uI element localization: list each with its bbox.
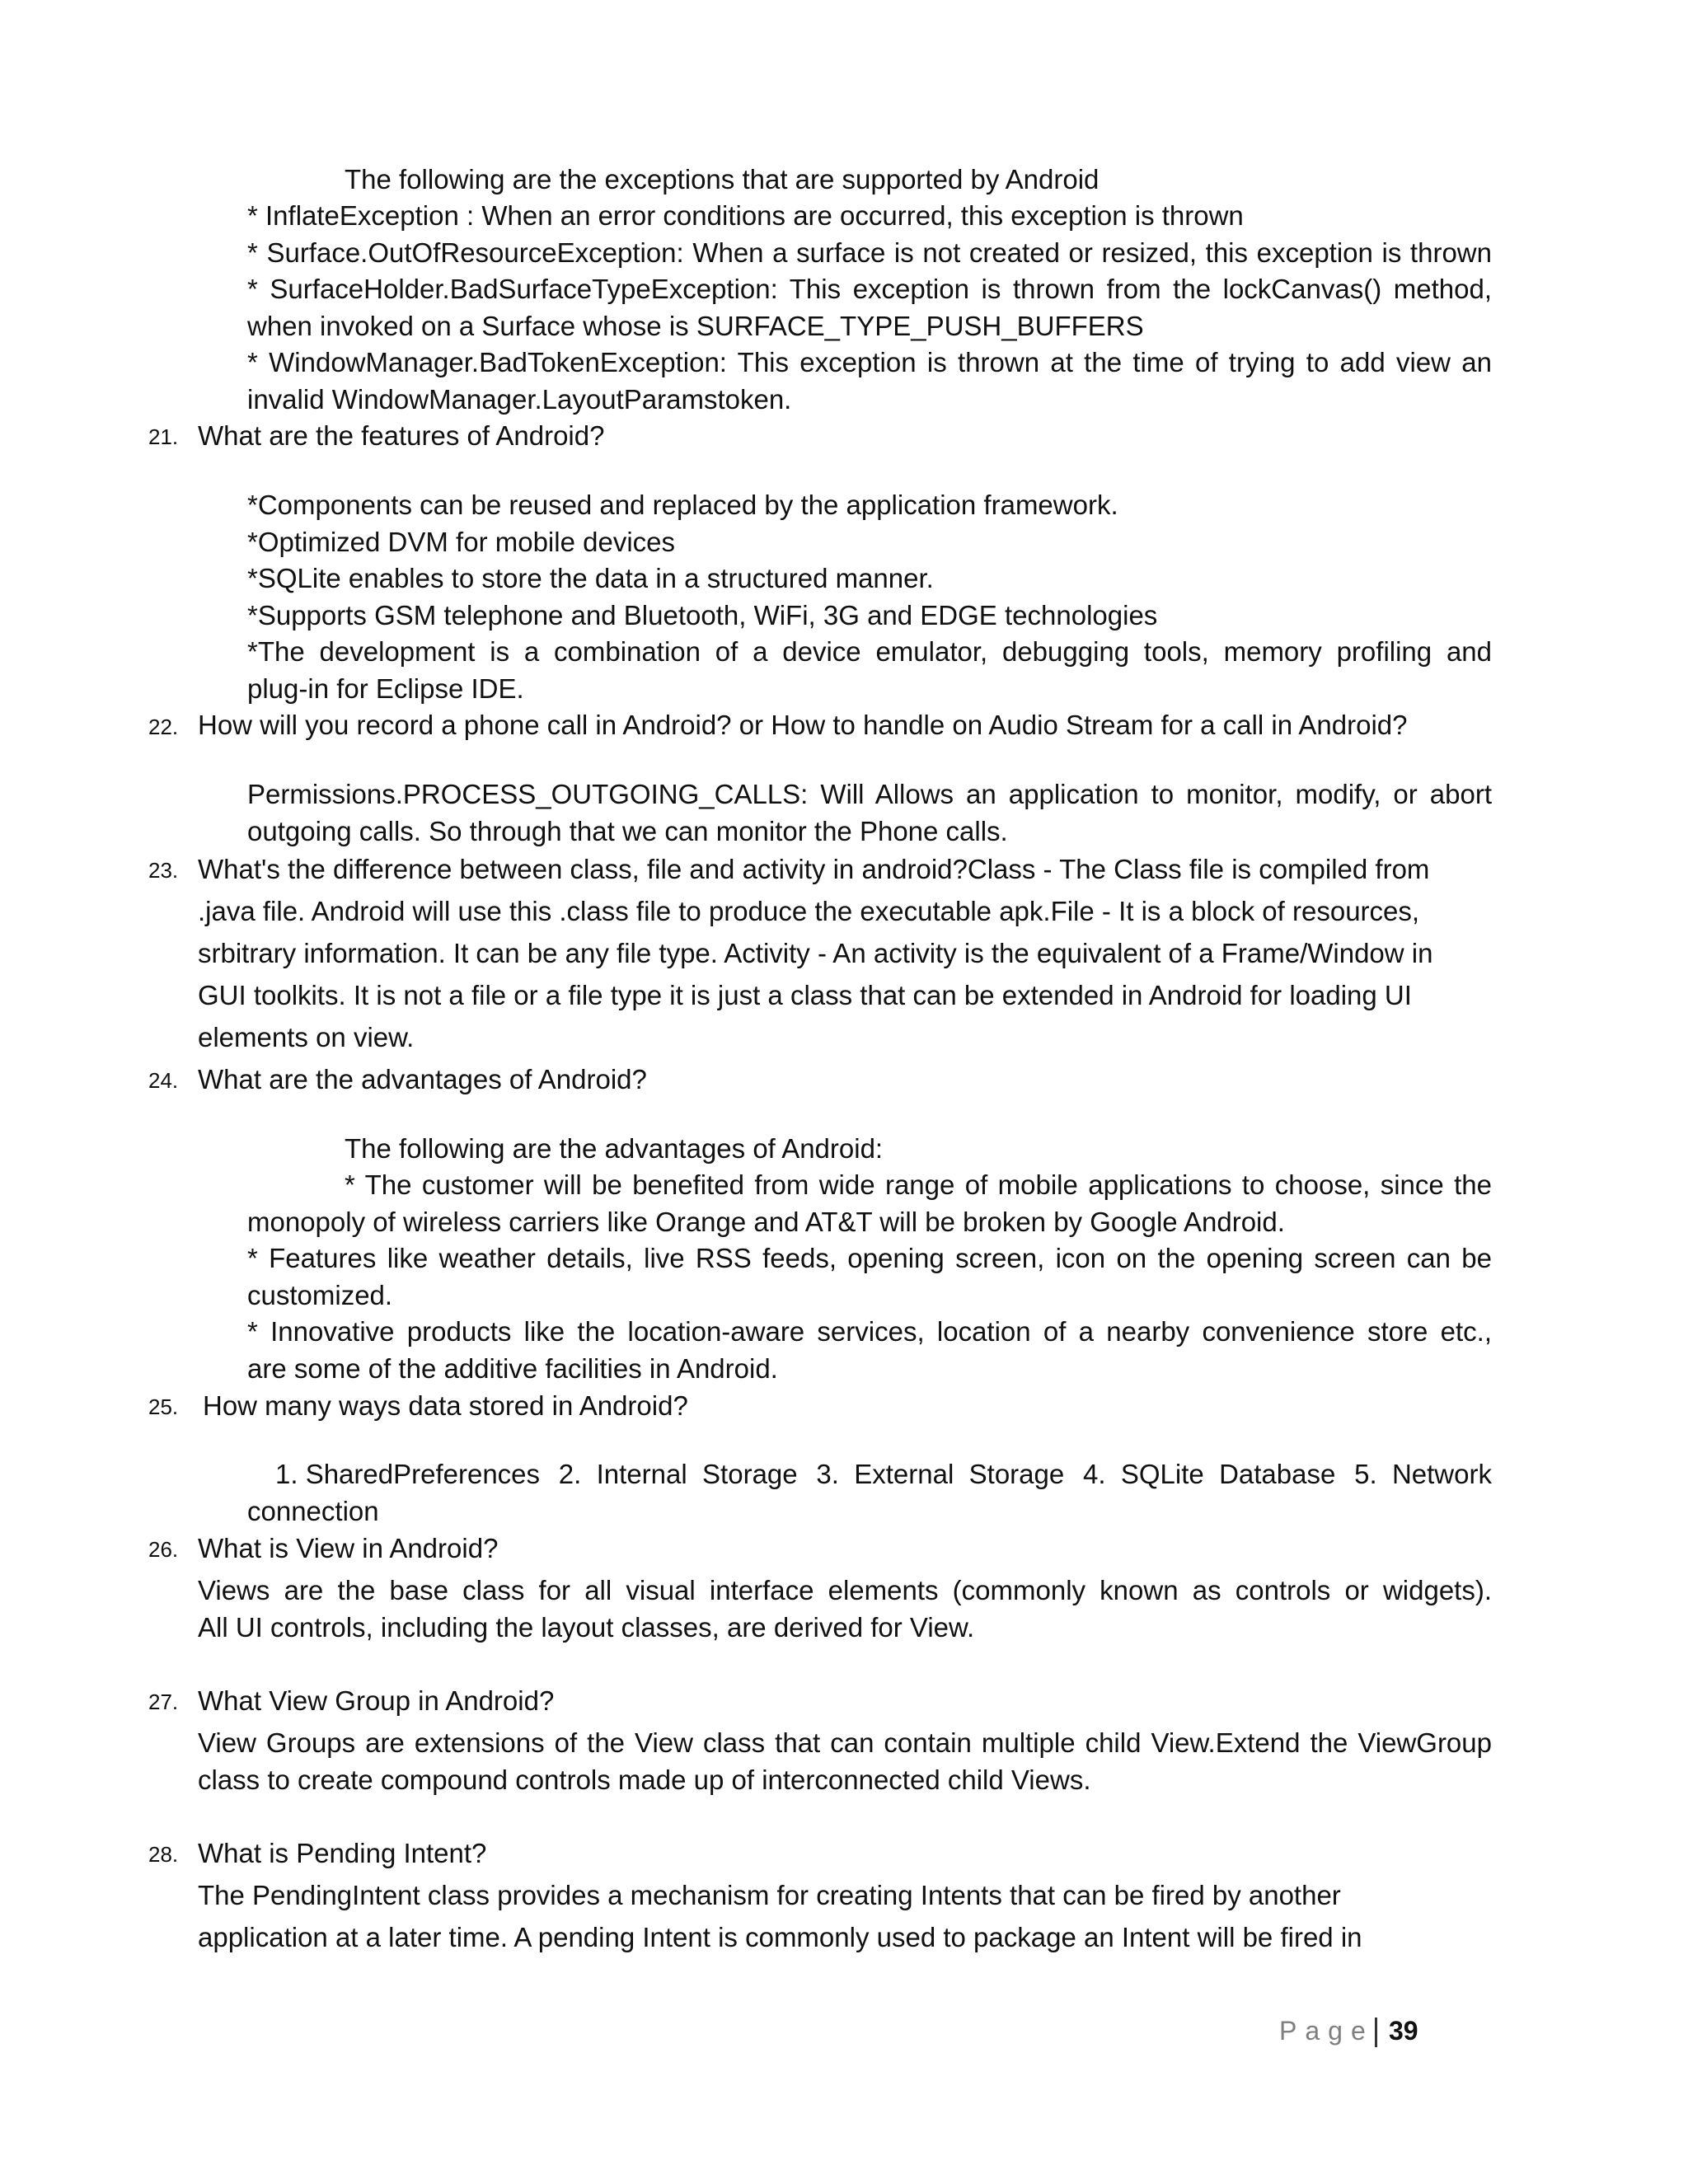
question-number: 21. — [148, 424, 179, 449]
body-line: *SQLite enables to store the data in a structured manner. — [247, 563, 934, 593]
body-line: elements on view. — [198, 1022, 415, 1052]
body-line: *The development is a combination of a device emulator, debugging tools, memory profiling and — [247, 636, 1492, 667]
body-line: Permissions.PROCESS_OUTGOING_CALLS: Will Allows an application to monitor, modify, or abort — [247, 779, 1492, 809]
question-heading: How many ways data stored in Android? — [203, 1390, 688, 1421]
question-heading: How will you record a phone call in Android? or How to handle on Audio Stream for a call in Android? — [198, 710, 1408, 740]
question-heading: What are the features of Android? — [198, 420, 605, 451]
body-line: * The customer will be benefited from wide range of mobile applications to choose, since the — [345, 1169, 1492, 1200]
question-heading: What is View in Android? — [198, 1533, 499, 1563]
body-line: * Surface.OutOfResourceException: When a surface is not created or resized, this exception is thrown — [247, 237, 1492, 268]
body-line: class to create compound controls made up of interconnected child Views. — [198, 1765, 1091, 1795]
footer-divider — [1375, 2018, 1377, 2047]
exceptions-intro: The following are the exceptions that are supported by Android — [345, 164, 1100, 194]
body-line: * InflateException : When an error conditions are occurred, this exception is thrown — [247, 200, 1244, 231]
footer-page-label: Page — [1279, 2016, 1374, 2046]
body-line: when invoked on a Surface whose is SURFACE_TYPE_PUSH_BUFFERS — [247, 311, 1144, 341]
body-line: are some of the additive facilities in Android. — [247, 1353, 778, 1384]
question-heading: What View Group in Android? — [198, 1685, 555, 1716]
body-line: outgoing calls. So through that we can monitor the Phone calls. — [247, 816, 1008, 846]
question-number: 26. — [148, 1537, 179, 1562]
list-item: 1. SharedPreferences — [275, 1459, 541, 1489]
question-number: 25. — [148, 1394, 179, 1419]
body-line: customized. — [247, 1280, 393, 1310]
body-line: *Components can be reused and replaced by the application framework. — [247, 490, 1118, 520]
list-item: 5. Network — [1354, 1459, 1492, 1489]
body-line: *Supports GSM telephone and Bluetooth, WiFi, 3G and EDGE technologies — [247, 600, 1158, 630]
storage-options-list — [275, 1456, 1492, 1493]
advantages-intro: The following are the advantages of Android: — [345, 1133, 884, 1164]
list-item: 3. External Storage — [816, 1459, 1065, 1489]
body-line: plug-in for Eclipse IDE. — [247, 673, 524, 704]
body-line: connection — [247, 1496, 379, 1526]
question-number: 23. — [148, 858, 179, 883]
body-line: * Features like weather details, live RSS feeds, opening screen, icon on the opening screen can be — [247, 1243, 1492, 1273]
list-item: 2. Internal Storage — [558, 1459, 798, 1489]
body-line: * Innovative products like the location-aware services, location of a nearby convenience store etc., — [247, 1316, 1492, 1347]
body-line: GUI toolkits. It is not a file or a file type it is just a class that can be extended in Android for loading UI — [198, 980, 1412, 1010]
question-number: 27. — [148, 1690, 179, 1714]
body-line: Views are the base class for all visual interface elements (commonly known as controls or widgets). — [198, 1575, 1492, 1605]
page-number: 39 — [1389, 2016, 1418, 2046]
question-heading: What's the difference between class, file and activity in android?Class - The Class file is compiled from — [198, 854, 1430, 884]
list-item: 4. SQLite Database — [1082, 1459, 1336, 1489]
question-heading: What are the advantages of Android? — [198, 1064, 647, 1094]
body-line: invalid WindowManager.LayoutParamstoken. — [247, 384, 792, 415]
body-line: monopoly of wireless carriers like Orange and AT&T will be broken by Google Android. — [247, 1207, 1285, 1237]
body-line: application at a later time. A pending Intent is commonly used to package an Intent will be fired in — [198, 1922, 1362, 1952]
question-number: 28. — [148, 1842, 179, 1867]
body-line: srbitrary information. It can be any file type. Activity - An activity is the equivalent of a Frame/Window in — [198, 938, 1433, 968]
body-line: All UI controls, including the layout classes, are derived for View. — [198, 1612, 975, 1643]
body-line: * WindowManager.BadTokenException: This exception is thrown at the time of trying to add view an — [247, 347, 1492, 377]
body-line: * SurfaceHolder.BadSurfaceTypeException: This exception is thrown from the lockCanvas() method, — [247, 274, 1492, 304]
question-number: 24. — [148, 1068, 179, 1093]
question-heading: What is Pending Intent? — [198, 1838, 487, 1868]
body-line: .java file. Android will use this .class file to produce the executable apk.File - It is a block of resources, — [198, 896, 1420, 926]
body-line: The PendingIntent class provides a mechanism for creating Intents that can be fired by another — [198, 1880, 1341, 1910]
body-line: *Optimized DVM for mobile devices — [247, 527, 676, 557]
body-line: View Groups are extensions of the View class that can contain multiple child View.Extend the ViewGroup — [198, 1727, 1492, 1758]
question-number: 22. — [148, 715, 179, 739]
